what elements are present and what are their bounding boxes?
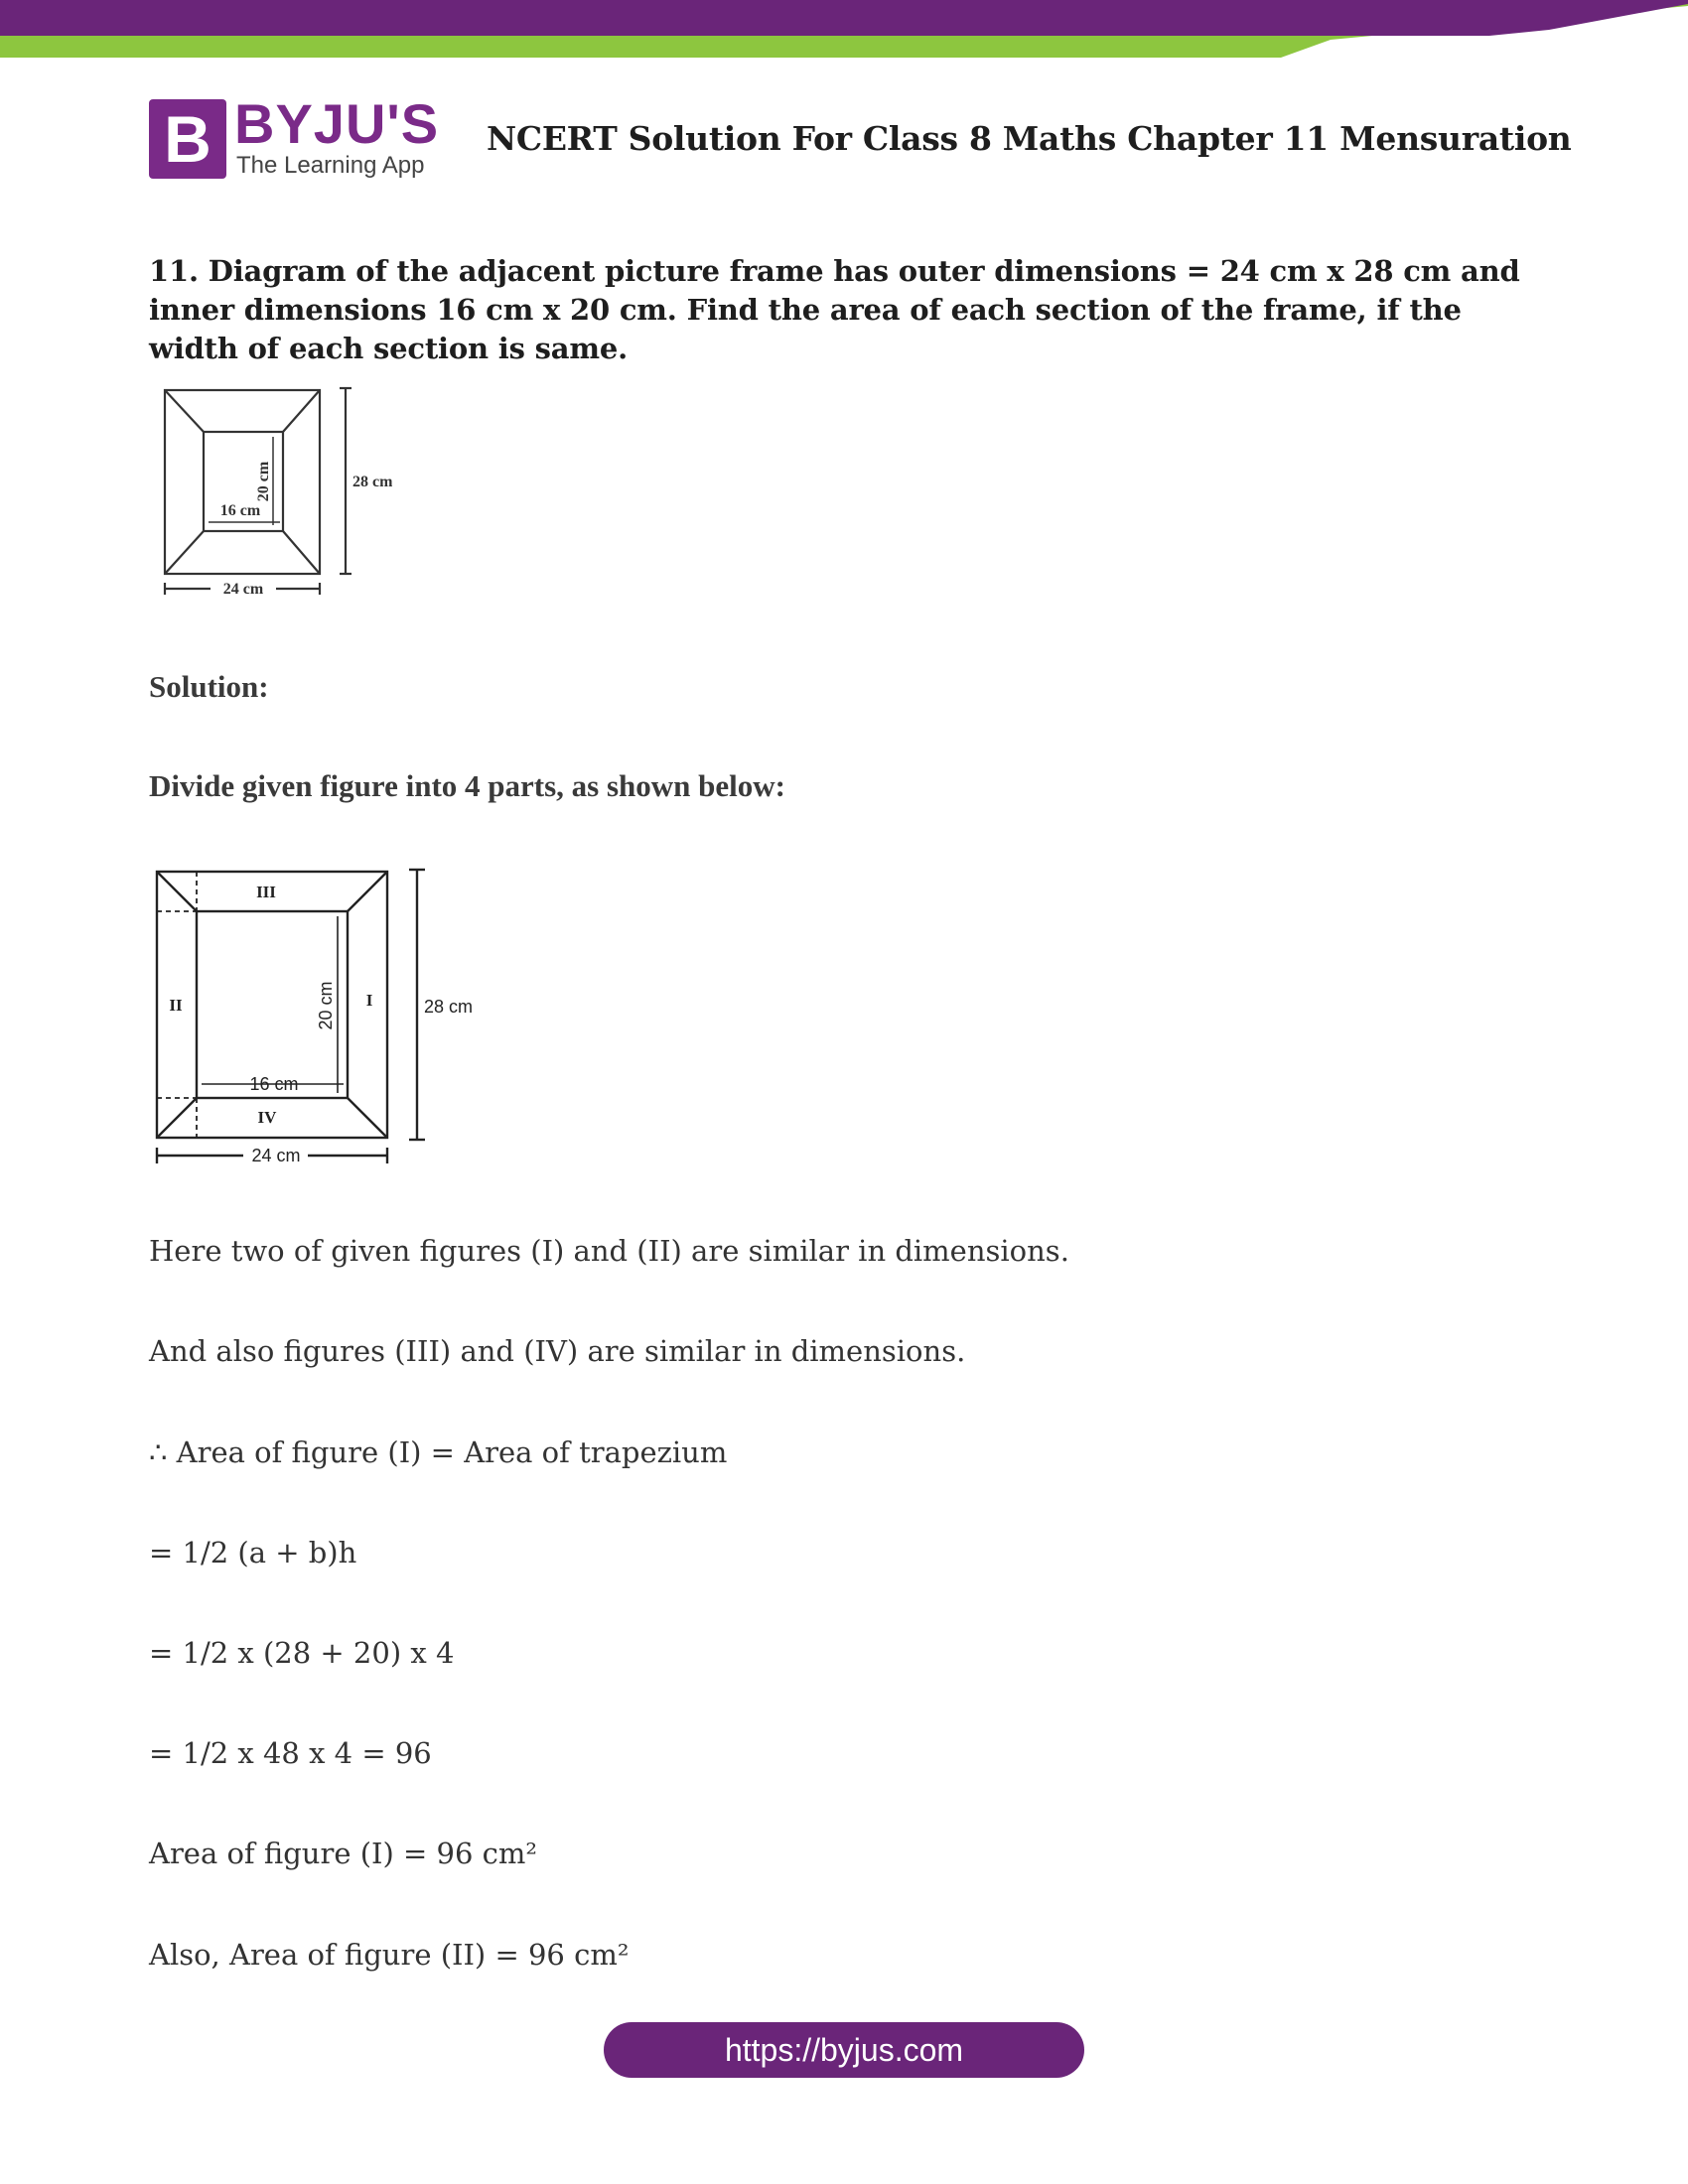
solution-line: Also, Area of figure (II) = 96 cm² — [149, 1938, 630, 1972]
section-label-top: III — [256, 883, 276, 901]
solution-line: = 1/2 x 48 x 4 = 96 — [149, 1736, 432, 1770]
solution-line: Here two of given figures (I) and (II) are similar in dimensions. — [149, 1234, 1069, 1268]
divide-instruction: Divide given figure into 4 parts, as shown below: — [149, 768, 785, 803]
solution-line: And also figures (III) and (IV) are similar in dimensions. — [149, 1334, 966, 1368]
section-label-left: II — [169, 996, 183, 1015]
byjus-logo[interactable] — [149, 92, 440, 183]
section-label-bottom: IV — [257, 1108, 277, 1127]
fig2-outer-width-label: 24 cm — [251, 1146, 301, 1165]
fig2-outer-height-label: 28 cm — [424, 997, 474, 1017]
logo-tagline: The Learning App — [236, 152, 425, 179]
question-text: 11. Diagram of the adjacent picture frame has outer dimensions = 24 cm x 28 cm and inner dimensions 16 cm x 20 cm. Find the area of each section of the frame, if the width of each section is same. — [149, 254, 1520, 365]
frame-diagram — [154, 382, 392, 606]
logo-wordmark: BYJU'S — [234, 92, 440, 155]
fig1-inner-height-label: 20 cm — [255, 461, 272, 502]
top-band — [0, 0, 1688, 62]
solution-label: Solution: — [149, 669, 269, 704]
fig1-outer-width-label: 24 cm — [222, 581, 264, 598]
logo-mark — [149, 99, 226, 179]
solution-line: = 1/2 x (28 + 20) x 4 — [149, 1636, 455, 1670]
section-label-right: I — [365, 991, 373, 1010]
solution-line: = 1/2 (a + b)h — [149, 1536, 357, 1570]
fig2-inner-height-label: 20 cm — [316, 981, 336, 1030]
footer-url-link[interactable]: https://byjus.com — [604, 2022, 1084, 2078]
logo-letter: B — [164, 102, 211, 176]
page-title: NCERT Solution For Class 8 Maths Chapter 11 Mensuration — [487, 119, 1572, 158]
fig1-outer-height-label: 28 cm — [352, 474, 392, 490]
fig2-inner-width-label: 16 cm — [249, 1074, 299, 1094]
solution-line: ∴ Area of figure (I) = Area of trapezium — [149, 1435, 728, 1469]
solution-line: Area of figure (I) = 96 cm² — [149, 1837, 538, 1870]
divided-frame-diagram — [149, 862, 477, 1174]
fig1-inner-width-label: 16 cm — [219, 502, 261, 519]
